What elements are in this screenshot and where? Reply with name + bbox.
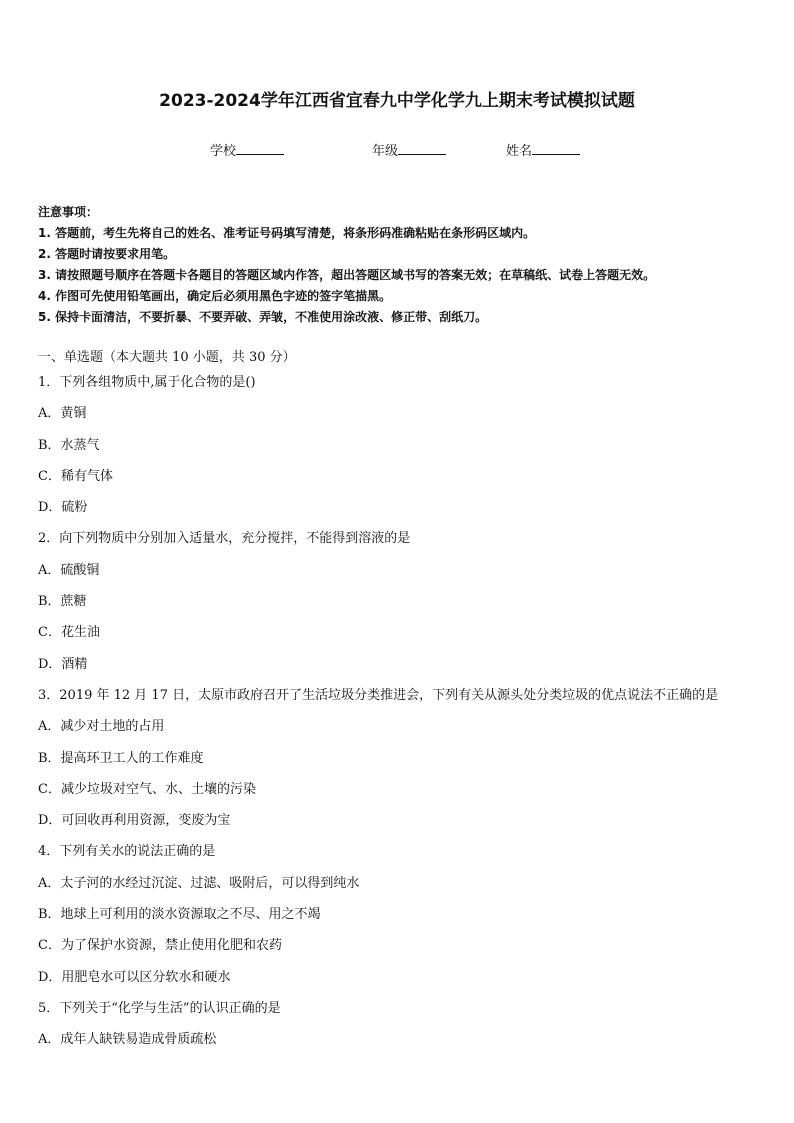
note-item: 5. 保持卡面清洁，不要折暴、不要弄破、弄皱，不准使用涂改液、修正带、刮纸刀。	[38, 310, 488, 324]
info-fields	[0, 140, 794, 160]
school-field	[210, 140, 284, 159]
option-item: C．减少垃圾对空气、水、土壤的污染	[38, 781, 256, 797]
name-blank	[532, 140, 580, 155]
option-item: B．提高环卫工人的工作难度	[38, 750, 204, 766]
grade-blank	[398, 140, 446, 155]
note-item: 4. 作图可先使用铅笔画出，确定后必须用黑色字迹的签字笔描黑。	[38, 289, 392, 303]
page-title: 2023-2024学年江西省宜春九中学化学九上期末考试模拟试题	[159, 91, 635, 111]
option-item: D．用肥皂水可以区分软水和硬水	[38, 969, 231, 985]
question-stem: 3．2019 年 12 月 17 日，太原市政府召开了生活垃圾分类推进会，下列有关从源头处分类垃圾的优点说法不正确的是	[38, 687, 719, 703]
note-item: 1. 答题前，考生先将自己的姓名、准考证号码填写清楚，将条形码准确粘贴在条形码区域内。	[38, 226, 536, 240]
option-item: D．硫粉	[38, 500, 88, 516]
option-item: B．地球上可利用的淡水资源取之不尽、用之不竭	[38, 907, 321, 923]
option-item: C．为了保护水资源，禁止使用化肥和农药	[38, 938, 282, 954]
question-list	[38, 372, 768, 1061]
grade-field	[372, 140, 446, 159]
note-item: 2. 答题时请按要求用笔。	[38, 247, 176, 261]
option-item: D．酒精	[38, 656, 88, 672]
question-stem: 1．下列各组物质中,属于化合物的是()	[38, 375, 256, 390]
option-item: B．蔗糖	[38, 594, 87, 610]
school-label: 学校	[210, 144, 237, 159]
grade-label: 年级	[372, 144, 399, 159]
option-item: A．成年人缺铁易造成骨质疏松	[38, 1032, 217, 1048]
name-label: 姓名	[506, 144, 533, 159]
option-item: C．花生油	[38, 625, 100, 641]
option-item: A．黄铜	[38, 406, 87, 422]
name-field	[506, 140, 580, 159]
question-stem: 4．下列有关水的说法正确的是	[38, 844, 216, 860]
question-stem: 5．下列关于“化学与生活”的认识正确的是	[38, 1000, 281, 1016]
option-item: A．硫酸铜	[38, 562, 100, 578]
question-stem: 2．向下列物质中分别加入适量水，充分搅拌，不能得到溶液的是	[38, 531, 411, 547]
option-item: A．减少对土地的占用	[38, 719, 165, 735]
section-heading: 一、单选题（本大题共 10 小题，共 30 分）	[38, 350, 296, 365]
option-item: D．可回收再利用资源，变废为宝	[38, 813, 231, 829]
school-blank	[236, 140, 284, 155]
option-item: C．稀有气体	[38, 468, 113, 484]
notes-heading: 注意事项：	[38, 205, 99, 219]
notes-block	[38, 202, 768, 328]
note-item: 3. 请按照题号顺序在答题卡各题目的答题区域内作答，超出答题区域书写的答案无效；在草稿纸、试卷上答题无效。	[38, 268, 656, 282]
option-item: A．太子河的水经过沉淀、过滤、吸附后，可以得到纯水	[38, 875, 360, 891]
option-item: B．水蒸气	[38, 437, 100, 453]
